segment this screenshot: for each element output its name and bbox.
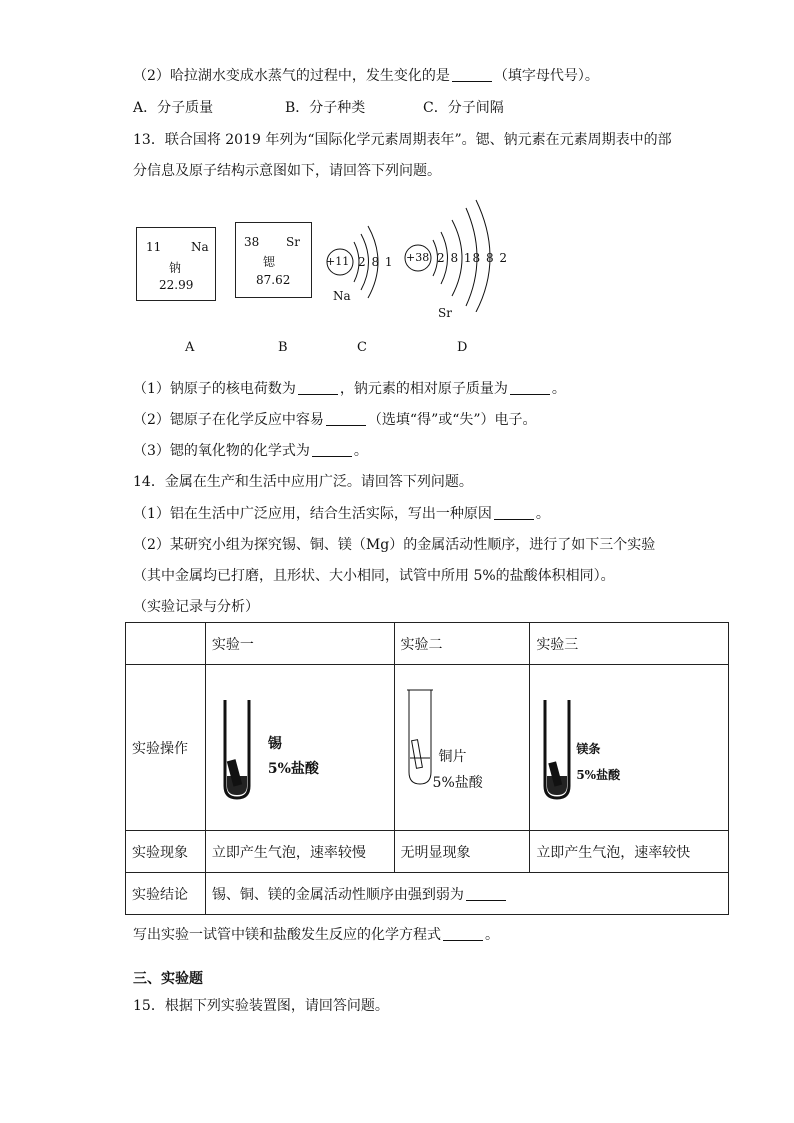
q13-sub1-text-c: 。 xyxy=(551,381,566,397)
test-tube-icon xyxy=(542,698,574,802)
answer-blank[interactable] xyxy=(312,442,352,457)
q15-stem: 15．根据下列实验装置图，请回答问题。 xyxy=(133,998,389,1014)
answer-blank[interactable] xyxy=(298,380,338,395)
q12-part2 xyxy=(133,66,599,86)
section-title: 三、实验题 xyxy=(133,971,203,987)
q14-stem: 14．金属在生产和生活中应用广泛。请回答下列问题。 xyxy=(133,474,473,490)
answer-blank[interactable] xyxy=(510,380,550,395)
q13-sub3 xyxy=(133,441,368,461)
phenomenon-cell: 立即产生气泡，速率较慢 xyxy=(205,831,394,873)
figure-label-d: D xyxy=(457,340,468,355)
metal-label: 锡 xyxy=(267,735,282,752)
equation-end: 。 xyxy=(485,927,499,943)
tube-cell xyxy=(530,665,729,831)
figure-label-c: C xyxy=(357,340,367,355)
phenomenon-cell: 无明显现象 xyxy=(394,831,530,873)
element-name: 锶 xyxy=(263,255,276,269)
atom-symbol: Sr xyxy=(438,306,452,320)
table-header-row xyxy=(126,623,729,665)
nucleus-charge: +38 xyxy=(406,251,430,264)
q13-sub2 xyxy=(133,410,537,430)
element-box-sodium xyxy=(136,227,216,301)
figure-label-a: A xyxy=(185,340,195,355)
figure-label-b: B xyxy=(278,340,288,355)
q12-part2-suffix: （填字母代号）。 xyxy=(493,68,599,84)
equation-text: 写出实验一试管中镁和盐酸发生反应的化学方程式 xyxy=(133,927,441,943)
test-tube-icon xyxy=(407,688,433,786)
test-tube-icon xyxy=(222,698,262,802)
q13-sub1-text-a: （1）钠原子的核电荷数为 xyxy=(133,381,296,397)
electron-counts: 2 8 18 8 2 xyxy=(437,251,509,265)
element-symbol: Sr xyxy=(286,235,300,249)
equation-question xyxy=(133,925,499,945)
conclusion-cell xyxy=(205,873,728,915)
table-row-conclusion xyxy=(126,873,729,915)
q13-sub3-text-b: 。 xyxy=(353,443,368,459)
row-label: 实验结论 xyxy=(126,873,206,915)
acid-label: 5%盐酸 xyxy=(576,767,621,782)
atomic-mass: 22.99 xyxy=(159,278,194,292)
q14-sub1-text: （1）铝在生活中广泛应用，结合生活实际，写出一种原因 xyxy=(133,506,492,522)
element-name: 钠 xyxy=(169,261,182,275)
option-c[interactable]: C．分子间隔 xyxy=(423,100,504,116)
table-header-cell: 实验一 xyxy=(205,623,394,665)
q14-sub2-note: （其中金属均已打磨，且形状、大小相同，试管中所用 5%的盐酸体积相同）。 xyxy=(133,568,615,584)
option-b[interactable]: B．分子种类 xyxy=(285,100,366,116)
metal-label: 镁条 xyxy=(576,741,601,756)
answer-blank[interactable] xyxy=(443,926,483,941)
record-title: （实验记录与分析） xyxy=(133,599,259,615)
acid-label: 5%盐酸 xyxy=(267,760,319,777)
element-box-strontium xyxy=(235,222,312,298)
q13-sub3-text-a: （3）锶的氧化物的化学式为 xyxy=(133,443,310,459)
q13-stem-2: 分信息及原子结构示意图如下，请回答下列问题。 xyxy=(133,163,441,179)
q13-sub1 xyxy=(133,379,566,399)
phenomenon-cell: 立即产生气泡，速率较快 xyxy=(530,831,729,873)
metal-label: 铜片 xyxy=(438,748,467,765)
atom-symbol: Na xyxy=(333,289,351,303)
q13-sub2-text-a: （2）锶原子在化学反应中容易 xyxy=(133,412,324,428)
answer-blank[interactable] xyxy=(326,411,366,426)
element-symbol: Na xyxy=(191,240,209,254)
row-label: 实验操作 xyxy=(126,665,206,831)
q14-sub1 xyxy=(133,504,550,524)
atomic-mass: 87.62 xyxy=(256,273,291,287)
nucleus-charge: +11 xyxy=(326,255,350,268)
table-row-phenomenon xyxy=(126,831,729,873)
atomic-number: 11 xyxy=(146,240,162,254)
option-a[interactable]: A．分子质量 xyxy=(133,100,214,116)
q14-sub2: （2）某研究小组为探究锡、铜、镁（Mg）的金属活动性顺序，进行了如下三个实验 xyxy=(133,537,656,553)
tube-cell xyxy=(394,665,530,831)
experiment-table xyxy=(125,622,729,915)
q13-sub1-text-b: ，钠元素的相对原子质量为 xyxy=(339,381,508,397)
tube-cell xyxy=(205,665,394,831)
table-header-cell xyxy=(126,623,206,665)
q12-part2-text: （2）哈拉湖水变成水蒸气的过程中，发生变化的是 xyxy=(133,68,450,84)
table-header-cell: 实验二 xyxy=(394,623,530,665)
answer-blank[interactable] xyxy=(452,67,492,82)
table-header-cell: 实验三 xyxy=(530,623,729,665)
conclusion-text: 锡、铜、镁的金属活动性顺序由强到弱为 xyxy=(211,886,464,903)
electron-counts: 2 8 1 xyxy=(358,255,394,269)
answer-blank[interactable] xyxy=(494,505,534,520)
answer-blank[interactable] xyxy=(466,886,506,901)
q13-sub2-text-b: （选填“得”或“失”）电子。 xyxy=(367,412,537,428)
table-row-operation xyxy=(126,665,729,831)
q12-options xyxy=(133,98,504,118)
row-label: 实验现象 xyxy=(126,831,206,873)
q14-sub1-end: 。 xyxy=(535,506,550,522)
atomic-number: 38 xyxy=(244,235,260,249)
q13-stem-1: 13．联合国将 2019 年列为“国际化学元素周期表年”。锶、钠元素在元素周期表中的部 xyxy=(133,132,672,148)
acid-label: 5%盐酸 xyxy=(432,774,483,791)
